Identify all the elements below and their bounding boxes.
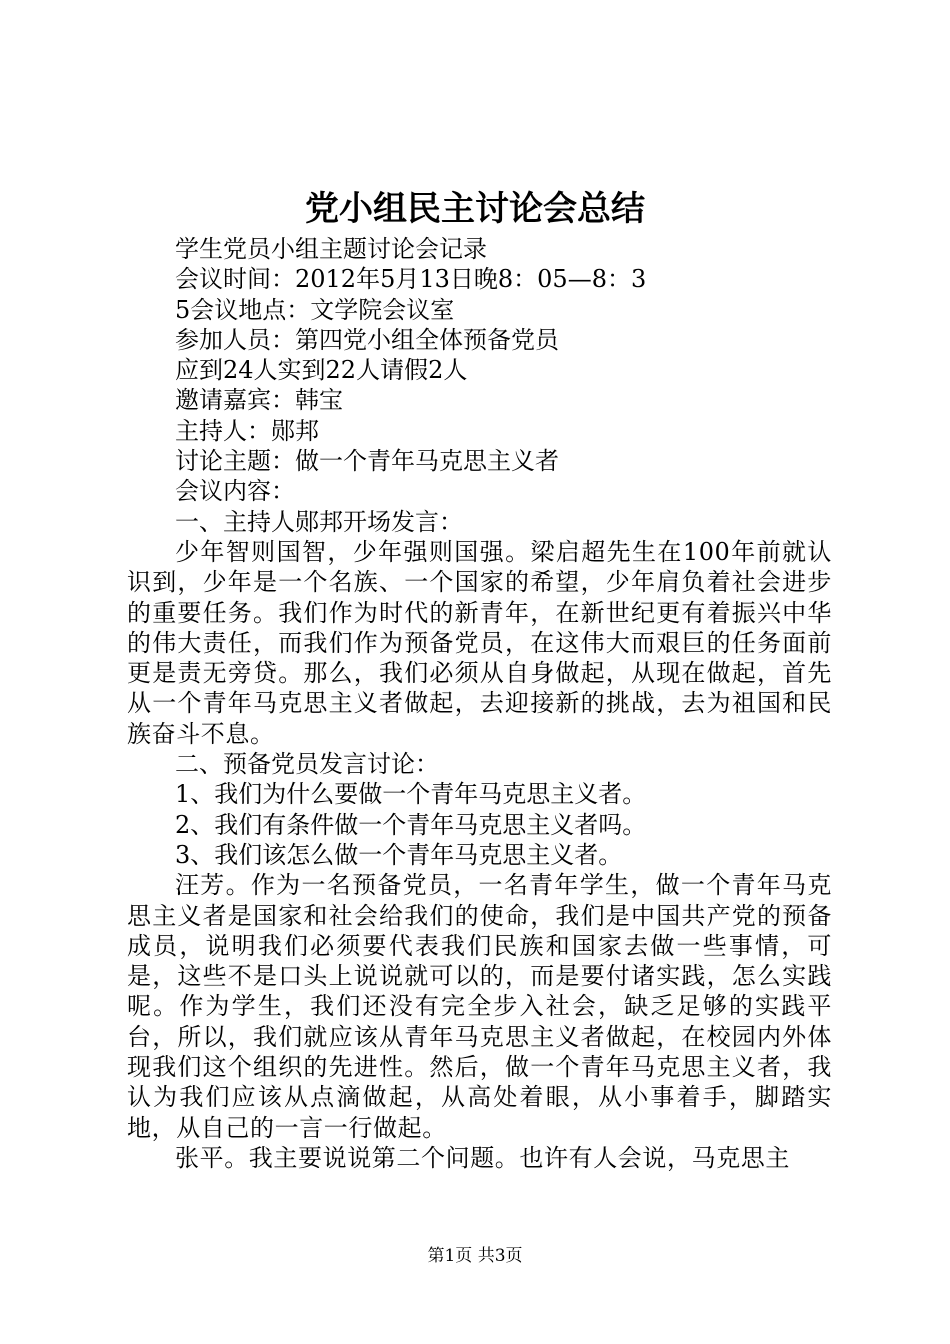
question-2: 2、我们有条件做一个青年马克思主义者吗。	[175, 810, 647, 839]
invited-guest: 邀请嘉宾：韩宝	[175, 386, 343, 415]
opening-speech-paragraph: 少年智则国智，少年强则国强。梁启超先生在100年前就认识到，少年是一个名族、一个国家的希望，少年肩负着社会进步的重要任务。我们作为时代的新青年，在新世纪更有着振兴中华的伟大责任，而我们作为预备党员，在这伟大而艰巨的任务面前更是责无旁贷。那么，我们必须从自身做起，从现在做起，首先从一个青年马克思主义者做起，去迎接新的挑战，去为祖国和民族奋斗不息。	[127, 537, 832, 748]
record-heading: 学生党员小组主题讨论会记录	[175, 235, 487, 263]
participants: 参加人员：第四党小组全体预备党员	[175, 325, 559, 354]
page-footer: 第1页 共3页	[427, 1246, 523, 1266]
attendance: 应到24人实到22人请假2人	[175, 356, 468, 385]
meeting-time: 会议时间：2012年5月13日晚8：05—8：3	[175, 265, 647, 294]
discussion-topic: 讨论主题：做一个青年马克思主义者	[175, 447, 559, 476]
meeting-content-label: 会议内容：	[175, 477, 295, 506]
document-title: 党小组民主讨论会总结	[305, 189, 645, 229]
document-body	[127, 234, 832, 1173]
speaker-wang-paragraph: 汪芳。作为一名预备党员，一名青年学生，做一个青年马克思主义者是国家和社会给我们的使命，我们是中国共产党的预备成员，说明我们必须要代表我们民族和国家去做一些事情，可是，这些不是口头上说说就可以的，而是要付诸实践，怎么实践呢。作为学生，我们还没有完全步入社会，缺乏足够的实践平台，所以，我们就应该从青年马克思主义者做起，在校园内外体现我们这个组织的先进性。然后，做一个青年马克思主义者，我认为我们应该从点滴做起，从高处着眼，从小事着手，脚踏实地，从自己的一言一行做起。	[127, 871, 832, 1142]
meeting-location: 5会议地点：文学院会议室	[175, 295, 455, 324]
host: 主持人：郧邦	[175, 416, 319, 445]
speaker-zhang-paragraph: 张平。我主要说说第二个问题。也许有人会说，马克思主	[175, 1143, 790, 1172]
section-one-heading: 一、主持人郧邦开场发言：	[175, 507, 463, 536]
question-3: 3、我们该怎么做一个青年马克思主义者。	[175, 840, 623, 869]
question-1: 1、我们为什么要做一个青年马克思主义者。	[175, 780, 647, 809]
section-two-heading: 二、预备党员发言讨论：	[175, 750, 439, 779]
